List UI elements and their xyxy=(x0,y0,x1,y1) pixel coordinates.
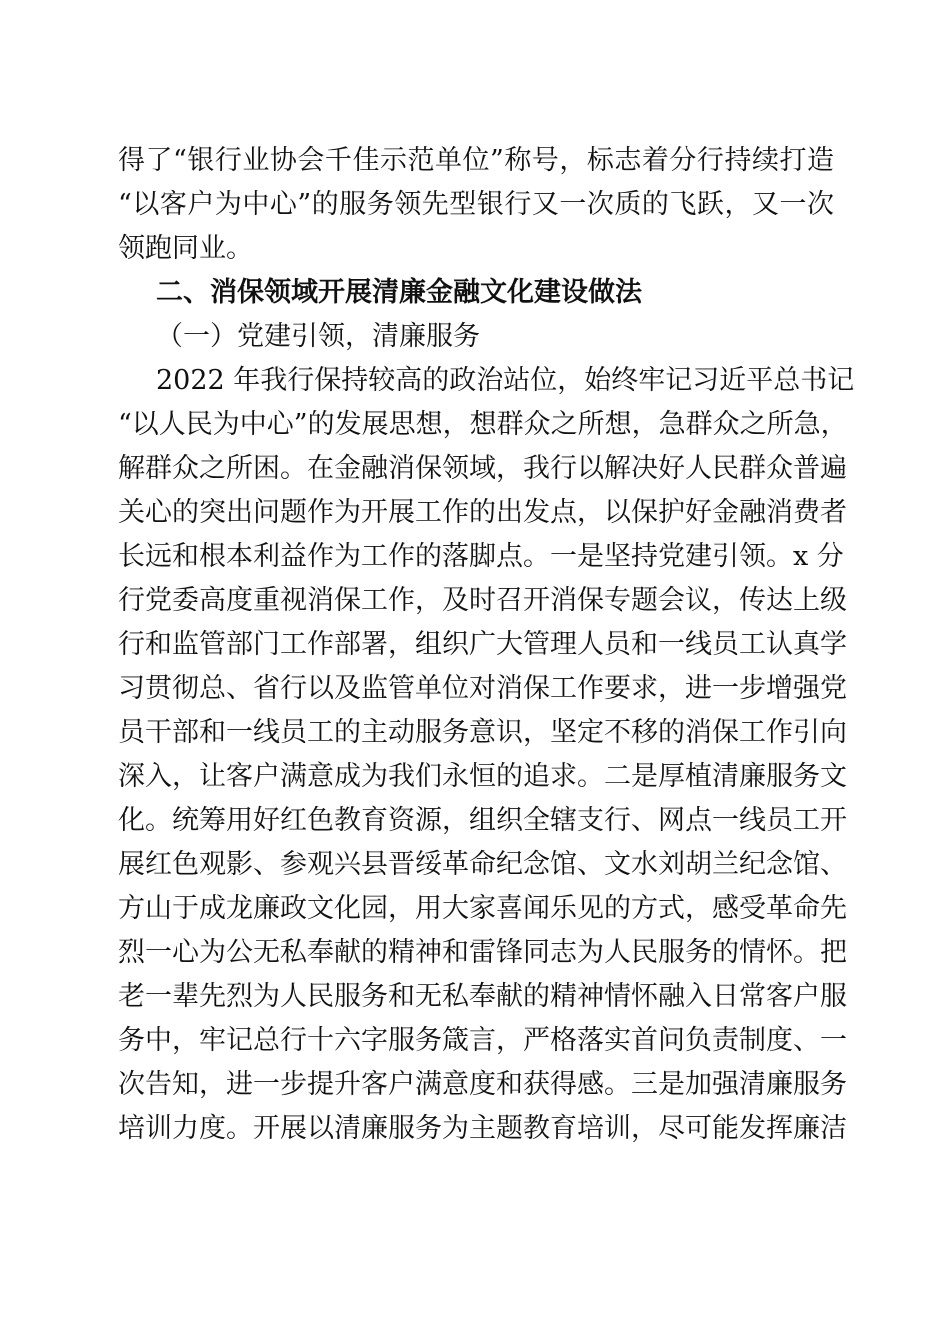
paragraph-line-2: “以人民为中心”的发展思想，想群众之所想，急群众之所急， xyxy=(118,409,848,440)
paragraph-line-17: 次告知，进一步提升客户满意度和获得感。三是加强清廉服务 xyxy=(118,1069,847,1100)
section-heading: 二、消保领域开展清廉金融文化建设做法 xyxy=(156,277,642,308)
paragraph-line-1: 2022 年我行保持较高的政治站位，始终牢记习近平总书记 xyxy=(156,365,855,396)
paragraph-line-3: 解群众之所困。在金融消保领域，我行以解决好人民群众普遍 xyxy=(118,453,847,484)
paragraph-line-8: 习贯彻总、省行以及监管单位对消保工作要求，进一步增强党 xyxy=(118,673,847,704)
paragraph-line-11: 化。统筹用好红色教育资源，组织全辖支行、网点一线员工开 xyxy=(118,805,847,836)
paragraph-line-9: 员干部和一线员工的主动服务意识，坚定不移的消保工作引向 xyxy=(118,717,847,748)
subsection-heading: （一）党建引领，清廉服务 xyxy=(156,321,480,352)
paragraph-line-4: 关心的突出问题作为开展工作的出发点，以保护好金融消费者 xyxy=(118,497,847,528)
continuation-line-2: “以客户为中心”的服务领先型银行又一次质的飞跃，又一次 xyxy=(118,189,834,220)
paragraph-line-7: 行和监管部门工作部署，组织广大管理人员和一线员工认真学 xyxy=(118,629,847,660)
paragraph-line-14: 烈一心为公无私奉献的精神和雷锋同志为人民服务的情怀。把 xyxy=(118,937,847,968)
paragraph-line-5: 长远和根本利益作为工作的落脚点。一是坚持党建引领。x 分 xyxy=(118,541,844,572)
paragraph-line-15: 老一辈先烈为人民服务和无私奉献的精神情怀融入日常客户服 xyxy=(118,981,847,1012)
paragraph-line-12: 展红色观影、参观兴县晋绥革命纪念馆、文水刘胡兰纪念馆、 xyxy=(118,849,847,880)
paragraph-line-6: 行党委高度重视消保工作，及时召开消保专题会议，传达上级 xyxy=(118,585,847,616)
paragraph-line-16: 务中，牢记总行十六字服务箴言，严格落实首问负责制度、一 xyxy=(118,1025,847,1056)
paragraph-line-18: 培训力度。开展以清廉服务为主题教育培训，尽可能发挥廉洁 xyxy=(118,1113,847,1144)
paragraph-line-13: 方山于成龙廉政文化园，用大家喜闻乐见的方式，感受革命先 xyxy=(118,893,847,924)
continuation-line-3: 领跑同业。 xyxy=(118,233,253,264)
paragraph-line-10: 深入，让客户满意成为我们永恒的追求。二是厚植清廉服务文 xyxy=(118,761,847,792)
continuation-line-1: 得了“银行业协会千佳示范单位”称号，标志着分行持续打造 xyxy=(118,145,834,176)
